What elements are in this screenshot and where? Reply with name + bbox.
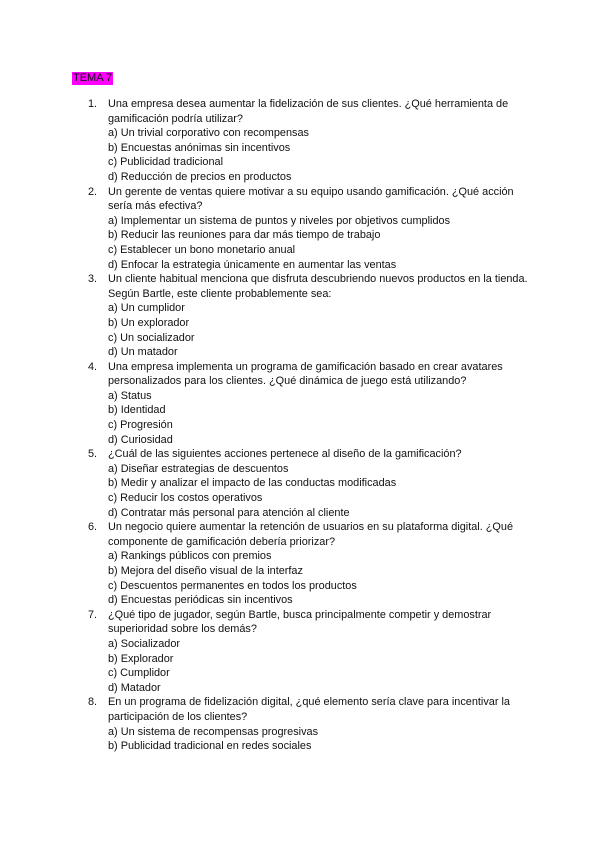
question-number: 2. [88,185,98,198]
question-number: 6. [88,521,98,534]
question-number: 5. [88,448,98,461]
answer-option: d) Enfocar la estrategia únicamente en aumentar las ventas [108,258,397,271]
question-text: Una empresa desea aumentar la fidelización de sus clientes. ¿Qué herramienta de gamificación podría utilizar? [108,98,509,125]
answer-option: d) Contratar más personal para atención al cliente [108,506,350,519]
question-text: Una empresa implementa un programa de gamificación basado en crear avatares personalizados para los clientes. ¿Qué dinámica de juego está utilizando? [108,360,503,388]
answer-option: b) Identidad [108,404,166,417]
answer-option: b) Reducir las reuniones para dar más tiempo de trabajo [108,229,381,242]
answer-option: c) Descuentos permanentes en todos los productos [108,579,357,592]
question-item [88,608,528,696]
question-number: 3. [88,273,98,286]
answer-option: d) Reducción de precios en productos [108,170,292,183]
question-item [88,520,528,608]
answer-option: a) Un trivial corporativo con recompensas [108,127,309,140]
question-item [88,447,528,520]
answer-option: b) Explorador [108,652,174,665]
answer-option: d) Encuestas periódicas sin incentivos [108,594,293,607]
answer-option: a) Socializador [108,637,181,650]
answer-option: c) Reducir los costos operativos [108,492,263,505]
answer-option: b) Medir y analizar el impacto de las conductas modificadas [108,477,397,490]
question-number: 7. [88,608,98,621]
question-number: 4. [88,360,98,373]
answer-option: c) Un socializador [108,331,195,344]
answer-option: a) Implementar un sistema de puntos y niveles por objetivos cumplidos [108,214,451,227]
question-number: 1. [88,98,98,110]
question-item [88,695,528,753]
answer-option: c) Publicidad tradicional [108,156,224,169]
question-text: En un programa de fidelización digital, ¿qué elemento sería clave para incentivar la participación de los clientes? [108,696,510,723]
page-title: TEMA 7 [73,72,113,84]
answer-option: d) Un matador [108,346,178,359]
question-text: ¿Qué tipo de jugador, según Bartle, busca principalmente competir y demostrar superioridad sobre los demás? [108,608,492,636]
answer-option: c) Cumplidor [108,667,170,680]
answer-option: b) Publicidad tradicional en redes sociales [108,740,312,753]
answer-option: a) Un sistema de recompensas progresivas [108,725,319,738]
answer-option: d) Curiosidad [108,433,173,446]
question-item [88,97,528,185]
answer-option: c) Progresión [108,419,173,432]
question-text: Un cliente habitual menciona que disfruta descubriendo nuevos productos en la tienda. Según Bartle, este cliente probablemente sea: [108,273,528,300]
answer-option: a) Status [108,389,152,402]
question-text: Un negocio quiere aumentar la retención de usuarios en su plataforma digital. ¿Qué componente de gamificación debería priorizar? [108,521,514,548]
answer-option: b) Encuestas anónimas sin incentivos [108,141,291,154]
answer-option: a) Un cumplidor [108,302,185,315]
answer-option: b) Mejora del diseño visual de la interfaz [108,565,303,577]
question-item [88,360,528,448]
question-text: ¿Cuál de las siguientes acciones pertenece al diseño de la gamificación? [108,448,462,461]
question-text: Un gerente de ventas quiere motivar a su equipo usando gamificación. ¿Qué acción sería más efectiva? [108,185,514,213]
answer-option: b) Un explorador [108,316,190,329]
answer-option: c) Establecer un bono monetario anual [108,243,296,256]
answer-option: d) Matador [108,681,161,694]
answer-option: a) Rankings públicos con premios [108,550,272,563]
question-number: 8. [88,696,98,709]
question-item [88,272,528,360]
question-list [88,97,528,754]
question-item [88,185,528,273]
answer-option: a) Diseñar estrategias de descuentos [108,462,289,475]
